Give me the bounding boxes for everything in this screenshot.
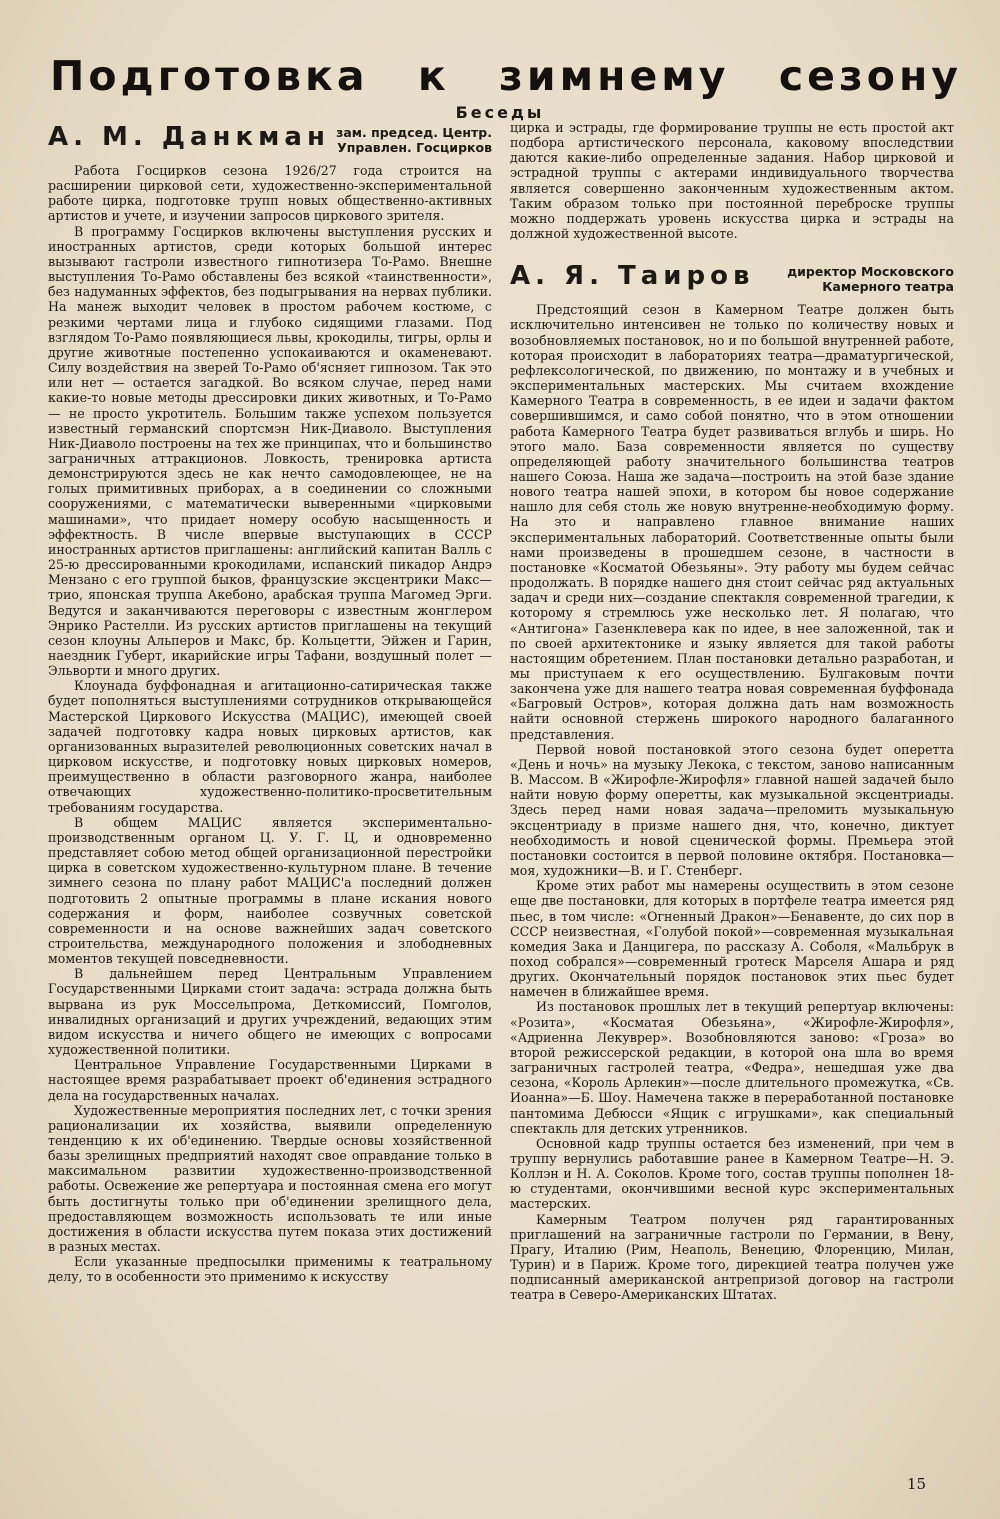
article1-author: А. М. Данкман <box>48 122 330 152</box>
article2-role-line: Камерного театра <box>822 279 954 295</box>
left-column <box>48 120 492 1285</box>
article1-paragraph: Художественные мероприятия последних лет, с точки зрения рационализации их хозяйства, выявили определенную тенденцию к их об'единению. Твердые основы хозяйственной базы зрелищных предприятий находят свое оправдание только в максимальном развитии художественно-производственной работы. Освежение же репертуара и постоянная смена его могут быть достигнуты только при об'единении зрелищного дела, предоставляющем возможность использовать те или иные достижения в области искусства путем показа этих достижений в разных местах. <box>48 1102 492 1255</box>
article2-byline <box>510 259 954 294</box>
article2-paragraph: Из постановок прошлых лет в текущий репертуар включены: «Розита», «Косматая Обезьяна», «Жирофле-Жирофля», «Адриенна Лекуврер». Возобновляются заново: «Гроза» во второй режиссерской редакции, в которой она шла во время заграничных гастролей театра, «Федра», нешедшая уже два сезона, «Король Арлекин»—после длительного промежутка, «Св. Иоанна»—Б. Шоу. Намечена также в переработанной постановке пантомима Дебюсси «Ящик с игрушками», как специальный спектакль для детских утренников. <box>510 999 954 1136</box>
article2-author: А. Я. Таиров <box>510 261 755 292</box>
article1-paragraph: Клоунада буффонадная и агитационно-сатирическая также будет пополняться выступлениями сотрудников открывающейся Мастерской Циркового Искусства (МАЦИС), имеющей своей задачей подготовку кадра новых цирковых артистов, как организованных выразителей революционных советских начал в цирковом искусстве, и подготовку новых цирковых номеров, преимущественно в области разговорного жанра, наиболее отвечающих художественно-политико-просветительным требованиям государства. <box>48 678 492 815</box>
article2-paragraph: Первой новой постановкой этого сезона будет оперетта «День и ночь» на музыку Лекока, с текстом, заново написанным В. Массом. В «Жирофле-Жирофля» главной нашей задачей было найти новую форму оперетты, как музыкальной эксцентриады. Здесь перед нами новая задача—преломить музыкальную эксцентриаду в призме нашего дня, что, конечно, диктует необходимость и новой сценической формы. Премьера этой постановки состоится в первой половине октября. Постановка—моя, художники—В. и Г. Стенберг. <box>510 741 954 879</box>
section-subheading: Беседы <box>455 103 545 122</box>
page-number: 15 <box>907 1475 927 1493</box>
article2-paragraph: Камерным Театром получен ряд гарантированных приглашений на заграничные гастроли по Германии, в Вену, Прагу, Италию (Рим, Неаполь, Венецию, Флоренцию, Милан, Турин) и в Париж. Кроме того, дирекцией театра получен уже подписанный американской антрепризой договор на гастроли театра в Северо-Американских Штатах. <box>510 1211 954 1303</box>
article2-role-line: директор Московского <box>787 264 954 280</box>
article1-role-line: Управлен. Госцирков <box>337 140 492 155</box>
article1-paragraph: В дальнейшем перед Центральным Управлением Государственными Цирками стоит задача: эстрада должна быть вырвана из рук Моссельпрома, Деткомиссий, Помголов, инвалидных организаций и других учреждений, ведающих этим видом искусства и ничего общего не имеющих с вопросами художественной политики. <box>48 966 492 1058</box>
article2-paragraph: Кроме этих работ мы намерены осуществить в этом сезоне еще две постановки, для которых в портфеле театра имеется ряд пьес, в том числе: «Огненный Дракон»—Бенавенте, до сих пор в СССР неизвестная, «Голубой покой»—современная музыкальная комедия Зака и Данцигера, по рассказу А. Соболя, «Мальбрук в поход собрался»—современный гротеск Марселя Ашара и ряд других. Окончательный порядок постановок этих пьес будет намечен в ближайшее время. <box>510 878 954 1000</box>
article-separator <box>510 241 954 259</box>
article1-role-line: зам. председ. Центр. <box>336 125 492 140</box>
article1-paragraph: Если указанные предпосылки применимы к театральному делу, то в особенности это применимо к искусству <box>48 1254 492 1285</box>
article1-byline <box>48 120 492 155</box>
article1-paragraph: В программу Госцирков включены выступления русских и иностранных артистов, среди которых большой интерес вызывают гастроли известного гипнотизера То-Рамо. Внешне выступления То-Рамо обставлены без всякой «таинственности», без надуманных эффектов, без подыгрывания на нервах публики. На манеж выходит человек в простом рабочем костюме, с резкими чертами лица и глубоко сидящими глазами. Под взглядом То-Рамо появляющиеся львы, крокодилы, тигры, орлы и другие животные постепенно успокаиваются и окаменевают. Силу воздействия на зверей То-Рамо об'ясняет гипнозом. Так это или нет — остается загадкой. Во всяком случае, перед нами какие-то новые методы дрессировки диких животных, и То-Рамо — не просто укротитель. Большим также успехом пользуется известный германский спортсмэн Ник-Диаволо. Выступления Ник-Диаволо построены на тех же принципах, что и большинство заграничных аттракционов. Ловкость, тренировка артиста демонстрируются здесь не как нечто самодовлеющее, не на голых примитивных приборах, а в соединении со сложными сооружениями, с математически выверенными «цирковыми машинами», что придает номеру особую насыщенность и эффектность. В числе впервые выступающих в СССР иностранных артистов приглашены: английский капитан Валль с 25-ю дрессированными крокодилами, испанский пикадор Андрэ Мензано с его группой быков, французские эксцентрики Макс—трио, японская труппа Акебоно, арабская труппа Магомед Эрги. Ведутся и заканчиваются переговоры с известным жонглером Энрико Растелли. Из русских артистов приглашены на текущий сезон клоуны Альперов и Макс, бр. Кольцетти, Эйжен и Гарин, наездник Губерт, икарийские игры Тафани, воздушный полет — Эльворти и много других. <box>48 223 492 679</box>
article1-continuation: цирка и эстрады, где формирование труппы не есть простой акт подбора артистического персонала, каковому впоследствии даются какие-либо определенные задания. Набор цирковой и эстрадной труппы с актерами индивидуального творчества является совершенно законченным художественным актом. Таким образом только при постоянной переброске труппы можно поддержать уровень искусства цирка и эстрады на должной художественной высоте. <box>510 120 954 242</box>
article1-paragraph: В общем МАЦИС является экспериментально-производственным органом Ц. У. Г. Ц, и одновременно представляет собою метод общей организационной перестройки цирка в советском художественно-культурном плане. В течение зимнего сезона по плану работ МАЦИС'а последний должен подготовить 2 опытные программы в плане искания нового содержания и форм, наиболее созвучных советской современности и на основе важнейших задач советского строительства, международного положения и злободневных моментов текущей повседневности. <box>48 814 492 967</box>
article1-author-role <box>336 120 492 155</box>
article1-paragraph: Работа Госцирков сезона 1926/27 года строится на расширении цирковой сети, художественно-экспериментальной работе цирка, подготовке трупп новых общественно-активных артистов и учете, и изучении запросов циркового зрителя. <box>48 163 492 224</box>
page-headline: Подготовка к зимнему сезону <box>50 52 962 100</box>
right-column <box>510 120 954 1303</box>
article1-paragraph: Центральное Управление Государственными Цирками в настоящее время разрабатывает проект об'единения эстрадного дела на государственных началах. <box>48 1057 492 1103</box>
article2-author-role <box>787 259 954 294</box>
article2-paragraph: Предстоящий сезон в Камерном Театре должен быть исключительно интенсивен не только по количеству новых и возобновляемых постановок, но и по большой внутренней работе, которая происходит в лабораториях театра—драматургической, рефлексологической, по движению, по монтажу и в учебных и экспериментальных мастерских. Мы считаем вхождение Камерного Театра в современность, в ее идеи и задачи фактом совершившимся, и само собой понятно, что в этом отношении работа Камерного Театра будет развиваться вглубь и ширь. Но этого мало. База современности является по существу определяющей работу значительного большинства театров нашего Союза. Наша же задача—построить на этой базе здание нового театра нашей эпохи, в котором бы новое содержание нашло для себя столь же новую внутренне-необходимую форму. На это и направлено главное внимание наших экспериментальных лабораторий. Соответственные опыты были нами произведены в прошедшем сезоне, в частности в постановке «Косматой Обезьяны». Эту работу мы будем сейчас продолжать. В порядке нашего дня стоит сейчас ряд актуальных задач и среди них—создание спектакля современной трагедии, к которому я стремлюсь уже несколько лет. Я полагаю, что «Антигона» Газенклевера как по идее, в нее заложенной, так и по своей архитектонике и языку является для такой работы настоящим обретением. План постановки детально разработан, и мы приступаем к его осуществлению. Булгаковым почти закончена уже для нашего театра новая современная буффонада «Багровый Остров», которая должна дать нам возможность найти основной стержень широкого народного балаганного представления. <box>510 302 954 742</box>
article2-paragraph: Основной кадр труппы остается без изменений, при чем в труппу вернулись работавшие ранее в Камерном Театре—Н. Э. Коллэн и Н. А. Соколов. Кроме того, состав труппы пополнен 18-ю студентами, окончившими весной курс экспериментальных мастерских. <box>510 1135 954 1212</box>
